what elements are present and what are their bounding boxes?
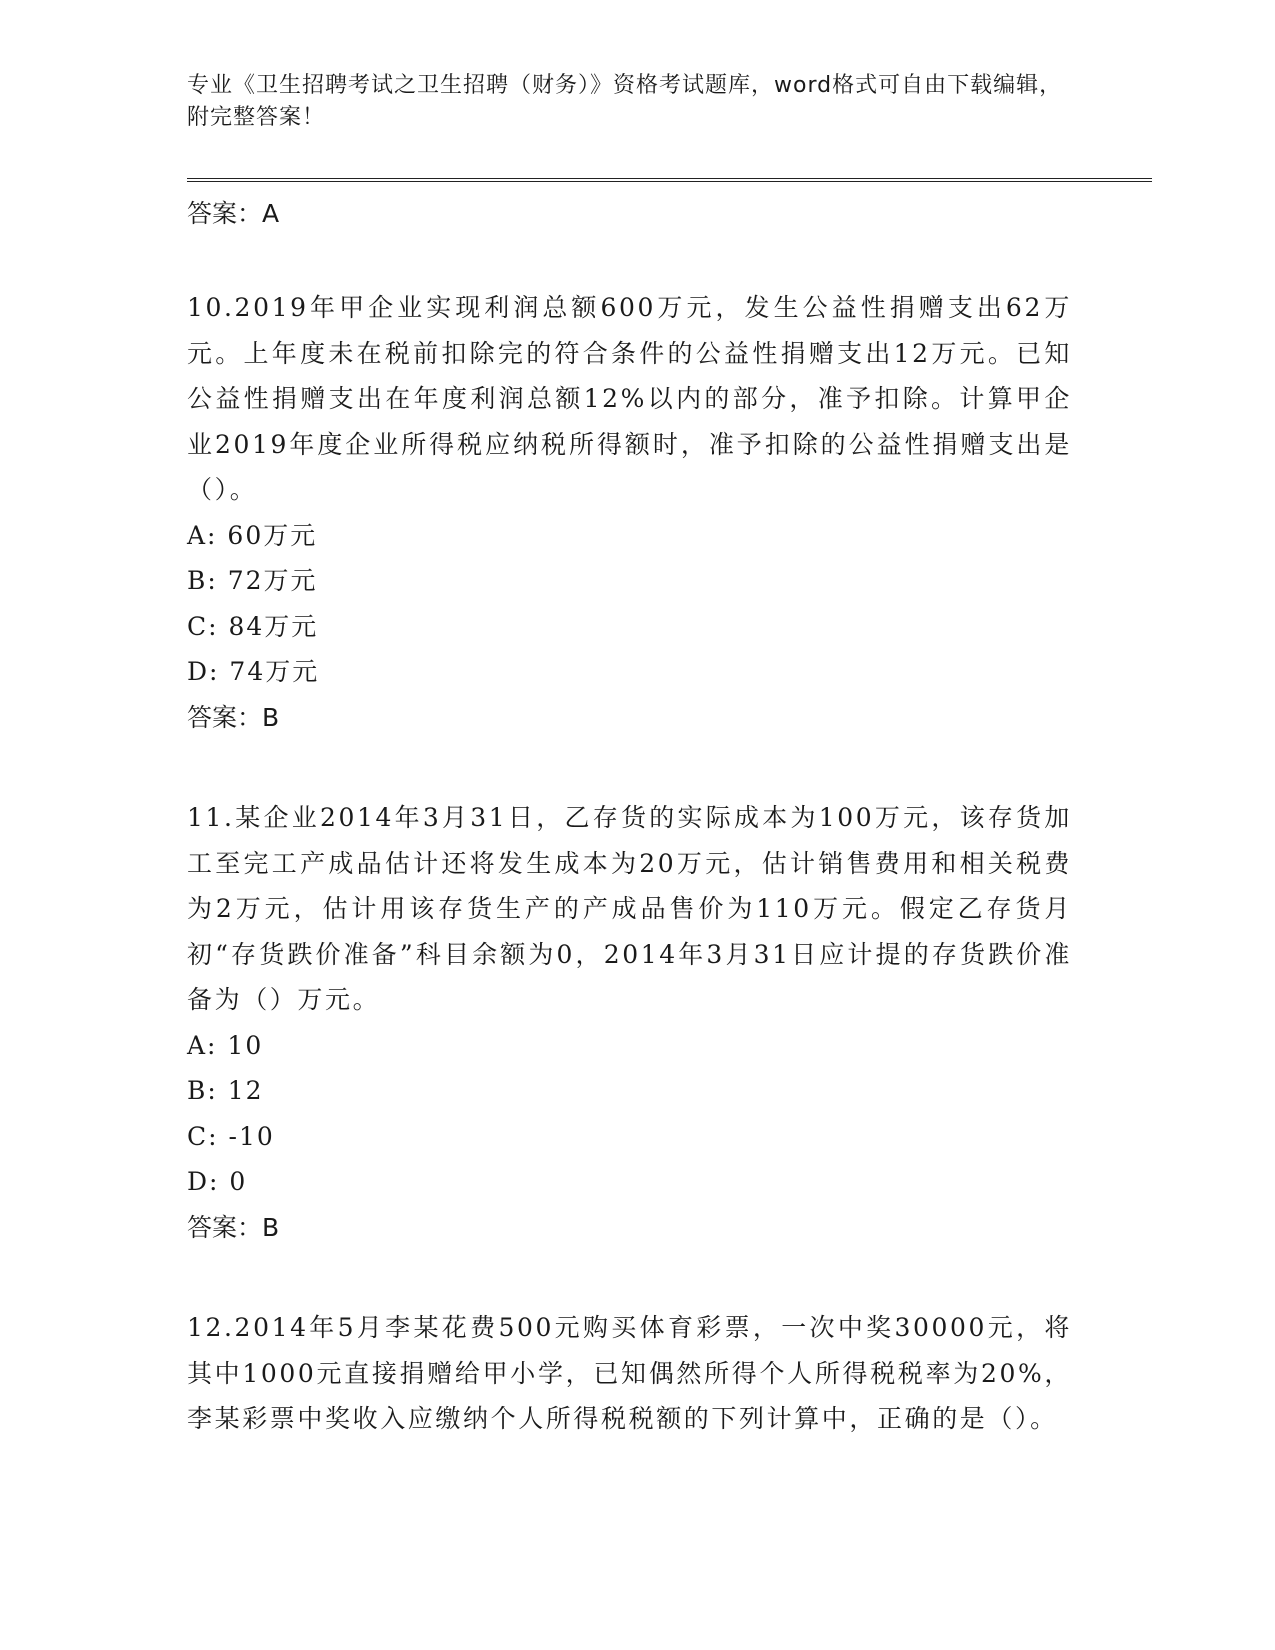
answer-line: 答案：B [187, 1212, 280, 1242]
option-list [187, 1023, 1152, 1205]
option-c: C: -10 [187, 1121, 275, 1151]
option-b: B: 72万元 [187, 566, 318, 595]
answer-line: 答案：B [187, 702, 280, 732]
question-stem: 10.2019年甲企业实现利润总额600万元，发生公益性捐赠支出62万元。上年度未在税前扣除完的符合条件的公益性捐赠支出12万元。已知公益性捐赠支出在年度利润总额12%以内的部分，准予扣除。计算甲企业2019年度企业所得税应纳税所得额时，准予扣除的公益性捐赠支出是（）。 [187, 293, 1072, 504]
question-10 [187, 285, 1152, 740]
option-d: D: 74万元 [187, 657, 320, 686]
option-b: B: 12 [187, 1076, 264, 1105]
document-header: 专业《卫生招聘考试之卫生招聘（财务）》资格考试题库，word格式可自由下载编辑，附完整答案！ [187, 73, 1063, 130]
question-stem: 11.某企业2014年3月31日，乙存货的实际成本为100万元，该存货加工至完工产成品估计还将发生成本为20万元，估计销售费用和相关税费为2万元，估计用该存货生产的产成品售价为110万元。假定乙存货月初“存货跌价准备”科目余额为0，2014年3月31日应计提的存货跌价准备为（）万元。 [187, 803, 1072, 1014]
document-page [187, 70, 1152, 1442]
question-stem: 12.2014年5月李某花费500元购买体育彩票，一次中奖30000元，将其中1000元直接捐赠给甲小学，已知偶然所得个人所得税税率为20%，李某彩票中奖收入应缴纳个人所得税税额的下列计算中，正确的是（）。 [187, 1313, 1072, 1433]
option-d: D: 0 [187, 1167, 248, 1196]
option-a: A: 10 [187, 1030, 264, 1060]
option-a: A: 60万元 [187, 520, 318, 550]
question-11 [187, 795, 1152, 1250]
previous-answer: 答案：A [187, 199, 280, 228]
question-12 [187, 1305, 1152, 1442]
header-divider [187, 178, 1152, 182]
option-c: C: 84万元 [187, 611, 319, 641]
option-list [187, 513, 1152, 695]
